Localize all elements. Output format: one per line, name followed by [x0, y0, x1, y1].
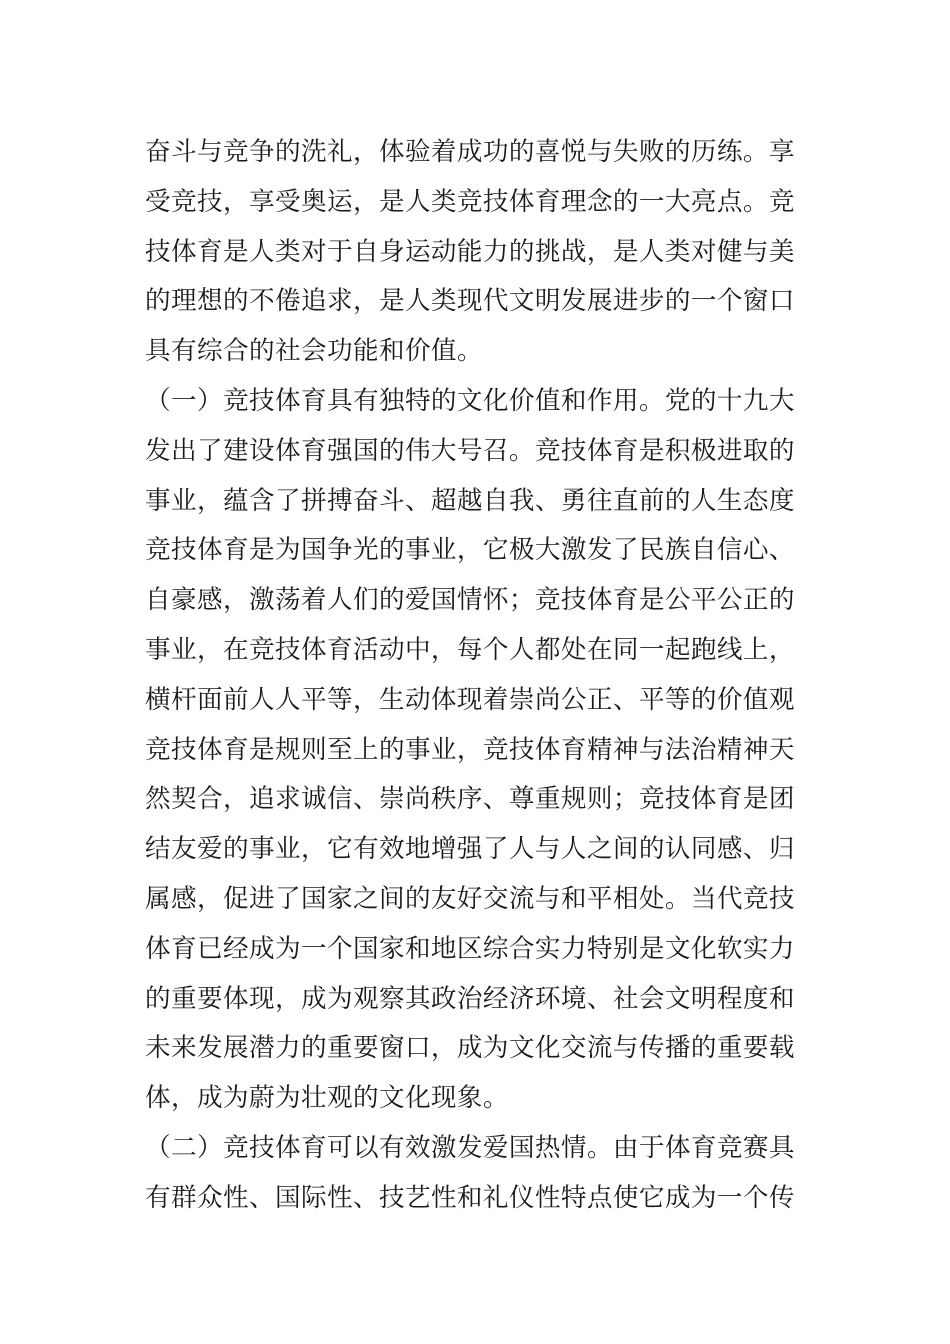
text-line-8: 事业，蕴含了拼搏奋斗、超越自我、勇往直前的人生态度: [145, 485, 795, 516]
text-line-17: 体育已经成为一个国家和地区综合实力特别是文化软实力: [145, 933, 795, 964]
text-line-10: 自豪感，激荡着人们的爱国情怀；竞技体育是公平公正的: [145, 585, 795, 616]
text-line-15: 结友爱的事业，它有效地增强了人与人之间的认同感、归: [145, 834, 795, 865]
text-line-22: 有群众性、国际性、技艺性和礼仪性特点使它成为一个传: [145, 1182, 795, 1213]
text-line-1: 奋斗与竞争的洗礼，体验着成功的喜悦与失败的历练。享: [145, 137, 795, 167]
text-line-2: 受竞技，享受奥运，是人类竞技体育理念的一大亮点。竞: [145, 186, 795, 217]
text-line-7: 发出了建设体育强国的伟大号召。竞技体育是积极进取的: [145, 435, 795, 466]
text-line-13: 竞技体育是规则至上的事业，竞技体育精神与法治精神天: [145, 734, 795, 765]
text-line-4: 的理想的不倦追求，是人类现代文明发展进步的一个窗口: [145, 286, 795, 317]
text-line-20: 体，成为蔚为壮观的文化现象。: [145, 1083, 509, 1114]
text-line-5: 具有综合的社会功能和价值。: [145, 336, 483, 367]
text-line-11: 事业，在竞技体育活动中，每个人都处在同一起跑线上，: [145, 634, 795, 665]
text-line-16: 属感，促进了国家之间的友好交流与和平相处。当代竞技: [145, 883, 795, 914]
body-text: [145, 128, 825, 1224]
text-line-9: 竞技体育是为国争光的事业，它极大激发了民族自信心、: [145, 535, 795, 566]
text-line-12: 横杆面前人人平等，生动体现着崇尚公正、平等的价值观: [145, 684, 795, 715]
text-line-18: 的重要体现，成为观察其政治经济环境、社会文明程度和: [145, 983, 795, 1014]
text-line-6: （一）竞技体育具有独特的文化价值和作用。党的十九大: [145, 385, 795, 416]
text-line-19: 未来发展潜力的重要窗口，成为文化交流与传播的重要载: [145, 1033, 795, 1064]
text-line-3: 技体育是人类对于自身运动能力的挑战，是人类对健与美: [145, 236, 795, 267]
text-line-14: 然契合，追求诚信、崇尚秩序、尊重规则；竞技体育是团: [145, 784, 795, 815]
text-line-21: （二）竞技体育可以有效激发爱国热情。由于体育竞赛具: [145, 1132, 795, 1163]
